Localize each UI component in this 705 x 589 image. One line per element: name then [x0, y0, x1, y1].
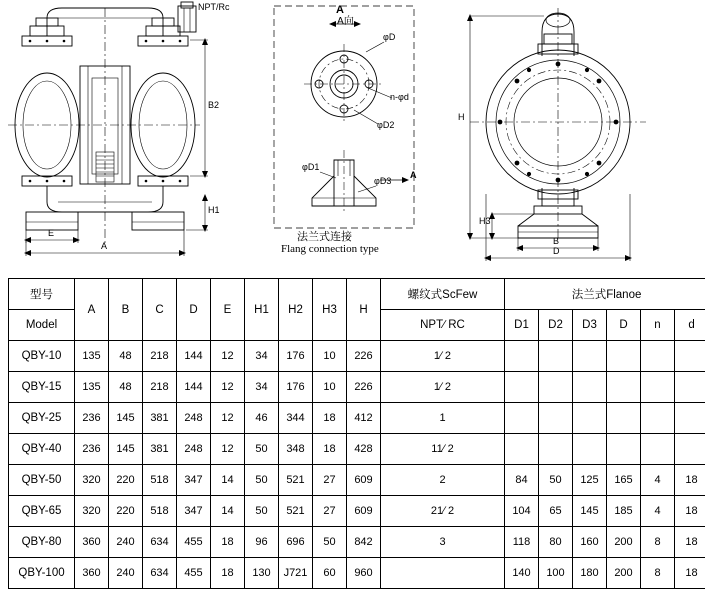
cell-C: 381 [143, 434, 177, 465]
cell-E: 14 [211, 465, 245, 496]
cell-H3: 27 [313, 496, 347, 527]
cell-D2 [539, 372, 573, 403]
cell-n: 8 [641, 527, 675, 558]
cell-H1: 46 [245, 403, 279, 434]
cell-A: 320 [75, 496, 109, 527]
cell-A: 236 [75, 434, 109, 465]
cell-C: 634 [143, 527, 177, 558]
cell-n [641, 434, 675, 465]
cell-H2: 696 [279, 527, 313, 558]
cell-C: 218 [143, 341, 177, 372]
cell-D2: 50 [539, 465, 573, 496]
cell-Dflange [607, 403, 641, 434]
table-row [9, 434, 705, 465]
cell-model: QBY-25 [9, 403, 75, 434]
cell-D2 [539, 341, 573, 372]
cell-C: 218 [143, 372, 177, 403]
header-flange-type: 法兰式Flanoe [505, 279, 705, 310]
cell-H3: 10 [313, 372, 347, 403]
arrow-a-label: A [410, 170, 417, 180]
cell-n [641, 403, 675, 434]
cell-n: 8 [641, 558, 675, 589]
cell-H3: 18 [313, 434, 347, 465]
cell-npt: 2 [381, 465, 505, 496]
header-H1: H1 [245, 279, 279, 341]
cell-C: 518 [143, 496, 177, 527]
cell-H1: 50 [245, 465, 279, 496]
cell-H: 226 [347, 372, 381, 403]
cell-npt [381, 558, 505, 589]
header-D2: D2 [539, 310, 573, 341]
cell-Dflange: 200 [607, 558, 641, 589]
table-row [9, 558, 705, 589]
section-a-label: A [336, 4, 344, 16]
cell-Dflange: 185 [607, 496, 641, 527]
cell-A: 320 [75, 465, 109, 496]
dim-h3-label: H3 [479, 216, 491, 226]
cell-B: 220 [109, 465, 143, 496]
header-D1: D1 [505, 310, 539, 341]
cell-model: QBY-100 [9, 558, 75, 589]
table-row [9, 372, 705, 403]
front-elevation-view [0, 0, 240, 262]
dim-d-label: D [553, 246, 560, 256]
cell-D2: 80 [539, 527, 573, 558]
table-header-row-1 [9, 279, 705, 310]
cell-d [675, 341, 705, 372]
cell-D1 [505, 403, 539, 434]
cell-H: 226 [347, 341, 381, 372]
cell-model: QBY-10 [9, 341, 75, 372]
cell-D3 [573, 341, 607, 372]
cell-npt: 1∕ 2 [381, 341, 505, 372]
cell-D: 144 [177, 341, 211, 372]
cell-H1: 34 [245, 372, 279, 403]
cell-npt: 11∕ 2 [381, 434, 505, 465]
cell-B: 220 [109, 496, 143, 527]
cell-d [675, 372, 705, 403]
header-d: d [675, 310, 705, 341]
cell-B: 145 [109, 403, 143, 434]
table-row [9, 496, 705, 527]
header-A: A [75, 279, 109, 341]
cell-Dflange [607, 434, 641, 465]
side-elevation-view [448, 0, 698, 262]
cell-H: 960 [347, 558, 381, 589]
cell-D3: 180 [573, 558, 607, 589]
cell-D1 [505, 372, 539, 403]
cell-D1: 140 [505, 558, 539, 589]
header-model-cn: 型号 [9, 279, 75, 310]
cell-H: 428 [347, 434, 381, 465]
cell-n: 4 [641, 465, 675, 496]
cell-A: 360 [75, 527, 109, 558]
cell-H2: 521 [279, 465, 313, 496]
cell-model: QBY-15 [9, 372, 75, 403]
cell-B: 145 [109, 434, 143, 465]
dim-e-label: E [48, 228, 54, 238]
dim-a-label: A [101, 241, 107, 251]
cell-model: QBY-40 [9, 434, 75, 465]
cell-B: 240 [109, 527, 143, 558]
cell-H: 609 [347, 496, 381, 527]
cell-E: 12 [211, 341, 245, 372]
cell-H2: 344 [279, 403, 313, 434]
cell-H2: J721 [279, 558, 313, 589]
cell-npt: 21∕ 2 [381, 496, 505, 527]
cell-H2: 176 [279, 341, 313, 372]
cell-A: 135 [75, 341, 109, 372]
cell-d: 18 [675, 496, 705, 527]
flange-caption-en: Flang connection type [281, 243, 379, 255]
cell-D2 [539, 403, 573, 434]
cell-n [641, 341, 675, 372]
table-row [9, 527, 705, 558]
cell-E: 14 [211, 496, 245, 527]
cell-npt: 3 [381, 527, 505, 558]
cell-D: 248 [177, 403, 211, 434]
cell-Dflange [607, 372, 641, 403]
header-E: E [211, 279, 245, 341]
cell-D2 [539, 434, 573, 465]
phi-d1-label: φD1 [302, 162, 319, 172]
cell-B: 48 [109, 341, 143, 372]
header-D3: D3 [573, 310, 607, 341]
header-n: n [641, 310, 675, 341]
dim-b2-label: B2 [208, 100, 219, 110]
specification-table [8, 278, 697, 589]
cell-d [675, 434, 705, 465]
n-phi-d-label: n-φd [390, 92, 409, 102]
cell-H1: 50 [245, 434, 279, 465]
cell-model: QBY-80 [9, 527, 75, 558]
header-B: B [109, 279, 143, 341]
cell-D3: 145 [573, 496, 607, 527]
cell-npt: 1∕ 2 [381, 372, 505, 403]
cell-n: 4 [641, 496, 675, 527]
cell-model: QBY-50 [9, 465, 75, 496]
cell-D: 347 [177, 465, 211, 496]
cell-D: 144 [177, 372, 211, 403]
cell-D2: 65 [539, 496, 573, 527]
cell-E: 12 [211, 403, 245, 434]
cell-Dflange: 165 [607, 465, 641, 496]
phi-d2-label: φD2 [377, 120, 394, 130]
cell-E: 12 [211, 372, 245, 403]
cell-C: 634 [143, 558, 177, 589]
cell-H: 842 [347, 527, 381, 558]
cell-d: 18 [675, 465, 705, 496]
phi-d-label: φD [383, 32, 395, 42]
cell-D1: 104 [505, 496, 539, 527]
header-thread-type: 螺纹式ScFew [381, 279, 505, 310]
cell-H3: 10 [313, 341, 347, 372]
cell-model: QBY-65 [9, 496, 75, 527]
table-row [9, 341, 705, 372]
cell-H: 412 [347, 403, 381, 434]
cell-H3: 60 [313, 558, 347, 589]
cell-H1: 130 [245, 558, 279, 589]
cell-D3 [573, 372, 607, 403]
cell-D1 [505, 434, 539, 465]
cell-H1: 34 [245, 341, 279, 372]
header-H2: H2 [279, 279, 313, 341]
cell-H2: 348 [279, 434, 313, 465]
cell-D2: 100 [539, 558, 573, 589]
flange-caption-cn: 法兰式连接 [297, 228, 352, 244]
header-model-en: Model [9, 310, 75, 341]
cell-D: 347 [177, 496, 211, 527]
header-Dflange: D [607, 310, 641, 341]
cell-npt: 1 [381, 403, 505, 434]
dimension-table [8, 278, 705, 589]
cell-Dflange [607, 341, 641, 372]
cell-A: 360 [75, 558, 109, 589]
cell-H2: 521 [279, 496, 313, 527]
cell-H3: 50 [313, 527, 347, 558]
flange-detail-view [250, 0, 435, 262]
cell-H3: 18 [313, 403, 347, 434]
section-direction-label: A向 [337, 12, 354, 27]
cell-D: 455 [177, 558, 211, 589]
cell-A: 135 [75, 372, 109, 403]
header-D: D [177, 279, 211, 341]
header-C: C [143, 279, 177, 341]
cell-D3: 125 [573, 465, 607, 496]
cell-D3: 160 [573, 527, 607, 558]
cell-H: 609 [347, 465, 381, 496]
npt-rc-label: NPT/Rc [198, 2, 230, 12]
cell-d: 18 [675, 527, 705, 558]
cell-B: 240 [109, 558, 143, 589]
cell-d: 18 [675, 558, 705, 589]
cell-D: 455 [177, 527, 211, 558]
cell-A: 236 [75, 403, 109, 434]
cell-H2: 176 [279, 372, 313, 403]
table-row [9, 403, 705, 434]
cell-n [641, 372, 675, 403]
header-H: H [347, 279, 381, 341]
dim-h-label: H [458, 112, 465, 122]
cell-D1: 118 [505, 527, 539, 558]
cell-C: 381 [143, 403, 177, 434]
cell-D1: 84 [505, 465, 539, 496]
cell-Dflange: 200 [607, 527, 641, 558]
dim-b-label: B [553, 236, 559, 246]
technical-drawing-area [0, 0, 705, 262]
cell-D3 [573, 403, 607, 434]
cell-B: 48 [109, 372, 143, 403]
cell-E: 18 [211, 527, 245, 558]
cell-d [675, 403, 705, 434]
dim-h1-label: H1 [208, 205, 220, 215]
cell-H1: 50 [245, 496, 279, 527]
cell-D1 [505, 341, 539, 372]
cell-E: 18 [211, 558, 245, 589]
cell-D3 [573, 434, 607, 465]
table-row [9, 465, 705, 496]
header-npt-rc: NPT∕ RC [381, 310, 505, 341]
cell-D: 248 [177, 434, 211, 465]
header-H3: H3 [313, 279, 347, 341]
cell-C: 518 [143, 465, 177, 496]
cell-E: 12 [211, 434, 245, 465]
cell-H3: 27 [313, 465, 347, 496]
phi-d3-label: φD3 [374, 176, 391, 186]
cell-H1: 96 [245, 527, 279, 558]
